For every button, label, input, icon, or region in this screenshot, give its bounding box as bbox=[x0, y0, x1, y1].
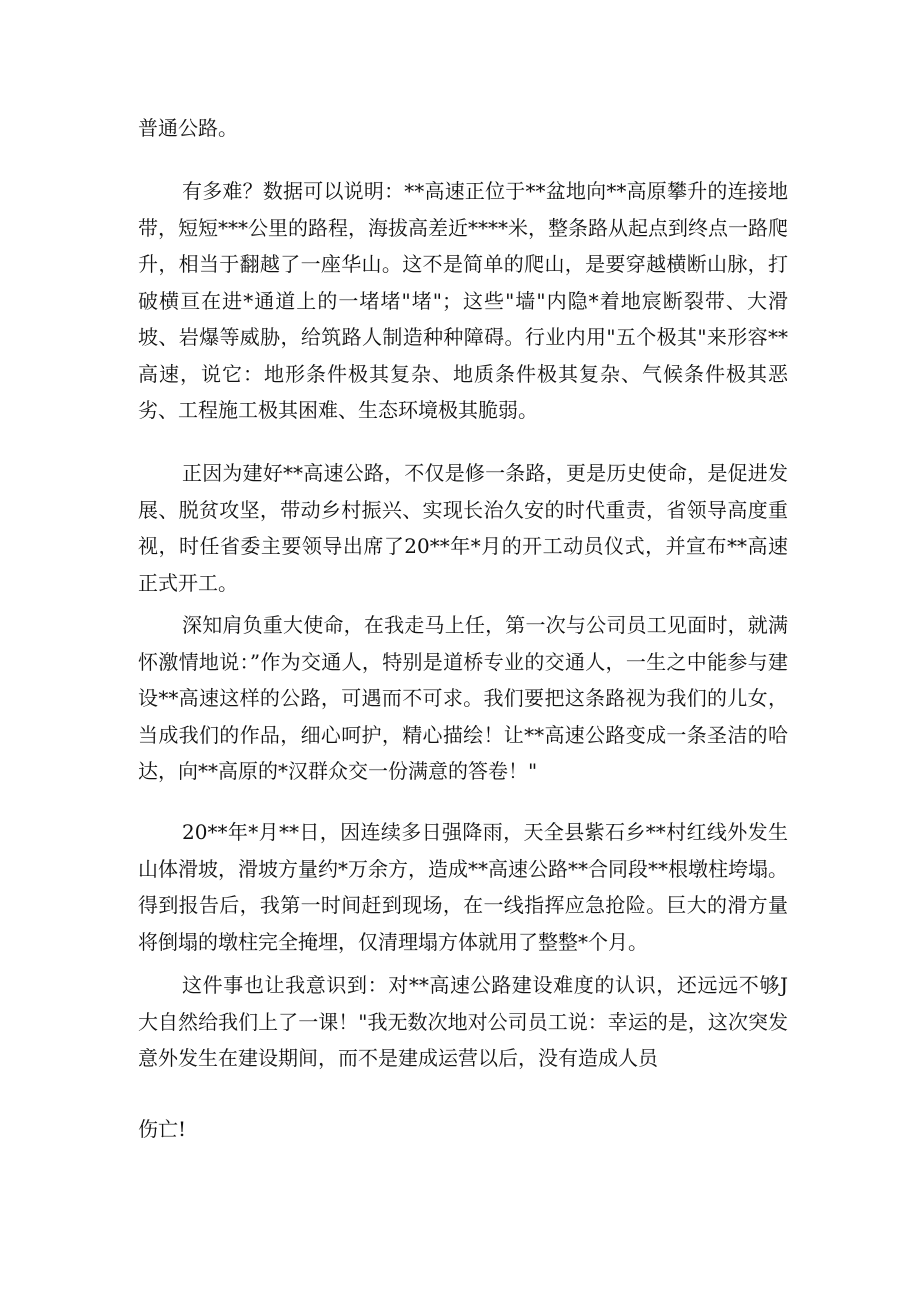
paragraph-7: 伤亡! bbox=[138, 1117, 187, 1141]
paragraph-1: 普通公路。 bbox=[138, 116, 238, 140]
paragraph-2: 有多难？数据可以说明：**高速正位于**盆地向**高原攀升的连接地带，短短***公里的路程，海拔高差近****米，整条路从起点到终点一路爬升，相当于翻越了一座华山。这不是简单的爬山，是要穿越横断山脉，打破横亘在进*通道上的一堵堵"堵"；这些"墙"内隐*着地宸断裂带、大滑坡、岩爆等威胁，给筑路人制造种种障碍。行业内用"五个极其"来形容**高速，说它：地形条件极其复杂、地质条件极其复杂、气候条件极其恶劣、工程施工极其困难、生态环境极其脆弱。 bbox=[138, 179, 788, 422]
paragraph-6: 这件事也让我意识到：对**高速公路建设难度的认识，还远远不够J大自然给我们上了一课！"我无数次地对公司员工说：幸运的是，这次突发意外发生在建设期间，而不是建成运营以后，没有造成人员 bbox=[138, 973, 788, 1070]
paragraph-5: 20**年*月**日，因连续多日强降雨，天全县紫石乡**村红线外发生山体滑坡，滑坡方量约*万余方，造成**高速公路**合同段**根墩柱垮塌。得到报告后，我第一时间赶到现场，在一线指挥应急抢险。巨大的滑方量将倒塌的墩柱完全掩埋，仅清理塌方体就用了整整*个月。 bbox=[138, 820, 788, 954]
paragraph-4: 深知肩负重大使命，在我走马上任，第一次与公司员工见面时，就满怀激情地说：”作为交通人，特别是道桥专业的交通人，一生之中能参与建设**高速这样的公路，可遇而不可求。我们要把这条路视为我们的儿女，当成我们的作品，细心呵护，精心描绘！让**高速公路变成一条圣洁的哈达，向**高原的*汉群众交一份满意的答卷！" bbox=[138, 613, 788, 783]
paragraph-3: 正因为建好**高速公路，不仅是修一条路，更是历史使命，是促进发展、脱贫攻坚，带动乡村振兴、实现长治久安的时代重责，省领导高度重视，时任省委主要领导出席了20**年*月的开工动员仪式，并宣布**高速正式开工。 bbox=[138, 461, 788, 595]
